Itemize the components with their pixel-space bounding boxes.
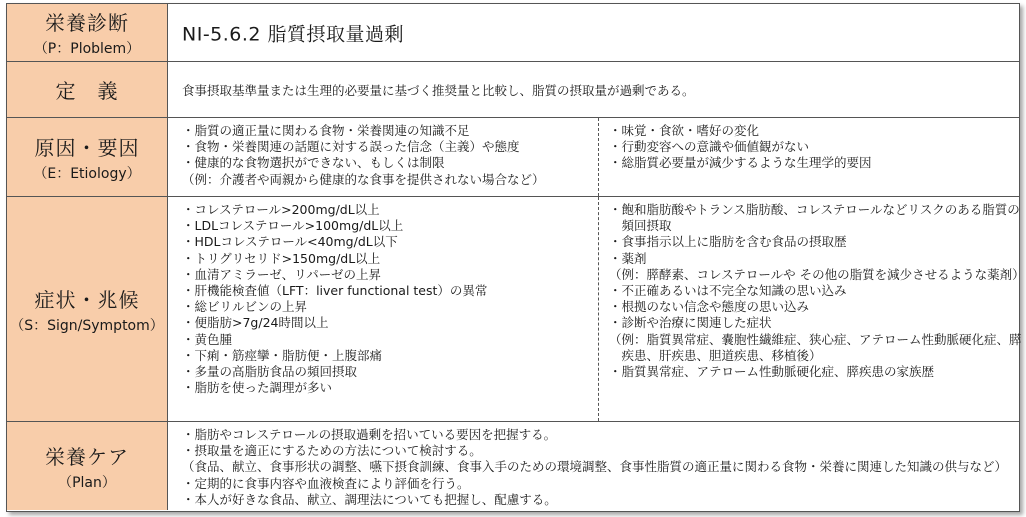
symptom-label: 症状・兆候 xyxy=(34,287,140,312)
symptom-item: 頻回摂取 xyxy=(609,218,672,234)
etiology-row xyxy=(7,118,1019,197)
plan-label: 栄養ケア xyxy=(45,444,129,469)
symptom-item: （例：脂質異常症、嚢胞性繊維症、狭心症、アテローム性動脈硬化症、膵 xyxy=(609,331,1022,347)
symptom-item: ・根拠のない信念や態度の思い込み xyxy=(609,299,810,315)
definition-row xyxy=(7,62,1019,118)
symptom-item: 疾患、肝疾患、胆道疾患、移植後） xyxy=(609,347,822,363)
etiology-left-column xyxy=(168,118,599,196)
etiology-item: ・味覚・食欲・嗜好の変化 xyxy=(609,123,760,138)
symptom-item: ・便脂肪>7g/24時間以上 xyxy=(182,315,329,331)
etiology-item: ・健康的な食物選択ができない、もしくは制限 xyxy=(182,155,445,171)
etiology-item: ・総脂質必要量が減少するような生理学的要因 xyxy=(609,155,872,171)
symptom-label-cell xyxy=(7,197,168,421)
definition-label-cell xyxy=(7,62,168,117)
symptom-row xyxy=(7,197,1025,422)
plan-item: ・本人が好きな食品、献立、調理法についても把握し、配慮する。 xyxy=(182,491,557,507)
etiology-label-cell xyxy=(7,118,168,196)
symptom-item: ・肝機能検査値（LFT：liver functional test）の異常 xyxy=(182,283,488,299)
definition-content xyxy=(168,62,1019,117)
etiology-item: ・脂質の適正量に関わる食物・栄養関連の知識不足 xyxy=(182,123,470,138)
diagnosis-label-cell xyxy=(7,4,168,61)
etiology-right-column xyxy=(599,118,1019,196)
definition-label: 定 義 xyxy=(55,79,119,103)
etiology-content xyxy=(168,118,1019,196)
symptom-item: ・LDLコレステロール>100mg/dL以上 xyxy=(182,218,404,234)
symptom-item: ・診断や治療に関連した症状 xyxy=(609,315,772,331)
etiology-item: ・食物・栄養関連の話題に対する誤った信念（主義）や態度 xyxy=(182,139,520,155)
etiology-item: （例：介護者や両親から健康的な食事を提供されない場合など） xyxy=(182,171,545,187)
symptom-item: ・コレステロール>200mg/dL以上 xyxy=(182,202,380,217)
plan-item: ・定期的に食事内容や血液検査により評価を行う。 xyxy=(182,475,470,491)
diagnosis-row xyxy=(7,4,1019,62)
etiology-item: ・行動変容への意識や価値観がない xyxy=(609,139,810,155)
symptom-item: ・下痢・筋痙攣・脂肪便・上腹部痛 xyxy=(182,347,383,363)
plan-row xyxy=(7,422,1019,510)
symptom-sublabel: （S：Sign/Symptom） xyxy=(10,317,164,334)
definition-text: 食事摂取基準量または生理的必要量に基づく推奨量と比較し、脂質の摂取量が過剰である。 xyxy=(182,82,695,98)
symptom-item: ・総ビリルビンの上昇 xyxy=(182,299,308,315)
plan-item: ・摂取量を適正にするための方法について検討する。 xyxy=(182,443,482,459)
symptom-item: ・血清アミラーゼ、リパーゼの上昇 xyxy=(182,266,382,282)
symptom-item: ・HDLコレステロール<40mg/dL以下 xyxy=(182,234,398,250)
symptom-item: ・飽和脂肪酸やトランス脂肪酸、コレステロールなどリスクのある脂質の xyxy=(609,202,1020,217)
symptom-item: ・不正確あるいは不完全な知識の思い込み xyxy=(609,283,847,299)
symptom-item: ・黄色腫 xyxy=(182,331,233,347)
symptom-item: ・薬剤 xyxy=(609,250,647,266)
symptom-item: ・食事指示以上に脂肪を含む食品の摂取歴 xyxy=(609,234,847,250)
plan-item: ・脂肪やコレステロールの摂取過剰を招いている要因を把握する。 xyxy=(182,427,557,442)
diagnosis-content xyxy=(168,4,1019,61)
symptom-left-column xyxy=(168,197,599,421)
plan-label-cell xyxy=(7,422,168,510)
diagnosis-code-title: NI-5.6.2 脂質摂取量過剰 xyxy=(182,23,405,45)
symptom-content xyxy=(168,197,1025,421)
etiology-label: 原因・要因 xyxy=(34,135,140,160)
plan-sublabel: （Plan） xyxy=(58,474,116,491)
symptom-item: ・脂肪を使った調理が多い xyxy=(182,380,333,396)
nutrition-diagnosis-table xyxy=(6,3,1025,512)
symptom-item: （例：膵酵素、コレステロールや その他の脂質を減少させるような薬剤） xyxy=(609,266,1025,282)
diagnosis-label: 栄養診断 xyxy=(45,11,129,35)
diagnosis-sublabel: （P：Ploblem） xyxy=(33,41,141,57)
symptom-item: ・多量の高脂肪食品の頻回摂取 xyxy=(182,364,358,380)
plan-content xyxy=(168,422,1019,510)
symptom-right-column xyxy=(599,197,1025,421)
plan-item: （食品、献立、食事形状の調整、嚥下摂食訓練、食事入手のための環境調整、食事性脂質の適正量に関わる食物・栄養に関連した知識の供与など） xyxy=(182,459,1008,475)
etiology-sublabel: （E：Etiology） xyxy=(33,165,141,182)
symptom-item: ・脂質異常症、アテローム性動脈硬化症、膵疾患の家族歴 xyxy=(609,364,935,380)
symptom-item: ・トリグリセリド>150mg/dL以上 xyxy=(182,250,381,266)
